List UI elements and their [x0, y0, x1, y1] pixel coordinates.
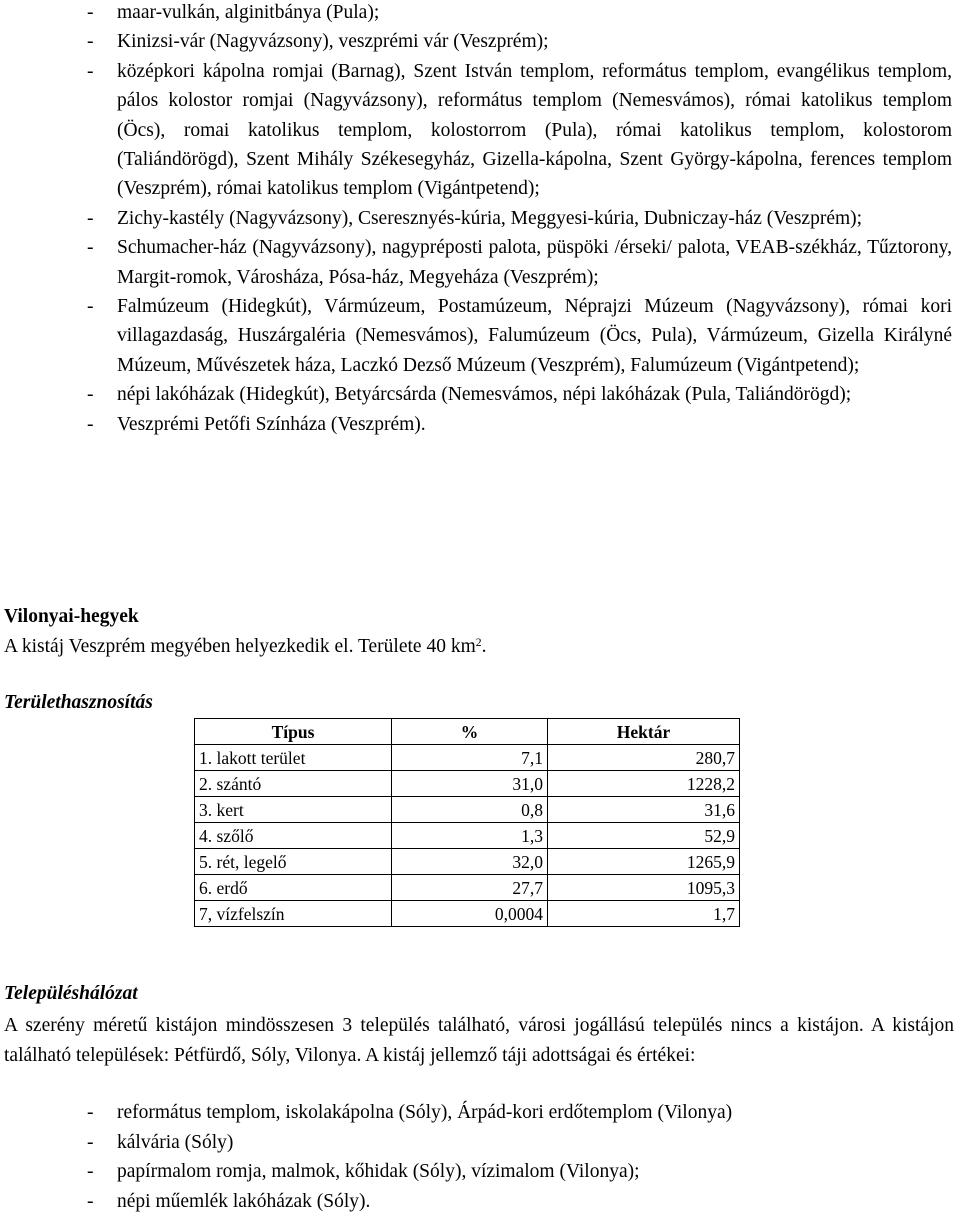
cell-hectare: 52,9 — [548, 823, 740, 849]
features-list — [0, 1098, 960, 1216]
list-item: - kálvária (Sóly) — [0, 1128, 960, 1158]
region-intro-end: . — [482, 636, 487, 657]
area-unit-superscript: 2 — [476, 636, 482, 649]
settlements-paragraph: A szerény méretű kistájon mindösszesen 3 település található, városi jogállású település nincs a kistájon. A kistájon található települések: Pétfürdő, Sóly, Vilonya. A kistáj jellemző táji adottságai és értékei: — [4, 1011, 954, 1070]
cell-percent: 32,0 — [392, 849, 548, 875]
column-header-percent: % — [392, 719, 548, 745]
list-item: - népi műemlék lakóházak (Sóly). — [0, 1187, 960, 1216]
column-header-hectare: Hektár — [548, 719, 740, 745]
cell-type: 2. szántó — [195, 771, 392, 797]
table-row — [195, 849, 740, 875]
list-item: - maar-vulkán, alginitbánya (Pula); — [0, 0, 960, 27]
cell-hectare: 1265,9 — [548, 849, 740, 875]
cell-hectare: 280,7 — [548, 745, 740, 771]
cell-hectare: 1095,3 — [548, 875, 740, 901]
list-item: - középkori kápolna romjai (Barnag), Szent István templom, református templom, evangélikus templom, pálos kolostor romjai (Nagyvázsony), református templom (Nemesvámos), római katolikus templom (Öcs), romai katolikus templom, kolostorrom (Pula), római katolikus templom, kolostorom (Taliándörögd), Szent Mihály Székesegyház, Gizella-kápolna, Szent György-kápolna, ferences templom (Veszprém), római katolikus templom (Vigántpetend); — [0, 57, 960, 204]
table-row — [195, 771, 740, 797]
table-row — [195, 745, 740, 771]
cell-type: 5. rét, legelő — [195, 849, 392, 875]
cell-hectare: 1,7 — [548, 901, 740, 927]
cell-percent: 7,1 — [392, 745, 548, 771]
cell-hectare: 31,6 — [548, 797, 740, 823]
settlements-heading: Településhálózat — [4, 983, 138, 1005]
table-row — [195, 875, 740, 901]
list-item: - Veszprémi Petőfi Színháza (Veszprém). — [0, 410, 960, 439]
list-item: - Schumacher-ház (Nagyvázsony), nagypréposti palota, püspöki /érseki/ palota, VEAB-székház, Tűztorony, Margit-romok, Városháza, Pósa-ház, Megyeháza (Veszprém); — [0, 233, 960, 292]
table-header-row — [195, 719, 740, 745]
region-intro-text: A kistáj Veszprém megyében helyezkedik el. Területe 40 km — [4, 636, 476, 657]
cell-percent: 0,8 — [392, 797, 548, 823]
list-item: - református templom, iskolakápolna (Sóly), Árpád-kori erdőtemplom (Vilonya) — [0, 1098, 960, 1128]
cell-type: 7, vízfelszín — [195, 901, 392, 927]
landmark-list — [0, 0, 960, 439]
cell-percent: 0,0004 — [392, 901, 548, 927]
table-row — [195, 797, 740, 823]
cell-type: 6. erdő — [195, 875, 392, 901]
cell-type: 1. lakott terület — [195, 745, 392, 771]
region-intro — [4, 636, 486, 658]
list-item: - Falmúzeum (Hidegkút), Vármúzeum, Postamúzeum, Néprajzi Múzeum (Nagyvázsony), római kori villagazdaság, Huszárgaléria (Nemesvámos), Falumúzeum (Öcs, Pula), Vármúzeum, Gizella Királyné Múzeum, Művészetek háza, Laczkó Dezső Múzeum (Veszprém), Falumúzeum (Vigántpetend); — [0, 292, 960, 380]
land-use-table — [194, 718, 740, 927]
list-item: - Kinizsi-vár (Nagyvázsony), veszprémi vár (Veszprém); — [0, 27, 960, 56]
cell-type: 4. szőlő — [195, 823, 392, 849]
cell-percent: 1,3 — [392, 823, 548, 849]
region-heading: Vilonyai-hegyek — [4, 606, 139, 628]
cell-percent: 27,7 — [392, 875, 548, 901]
cell-percent: 31,0 — [392, 771, 548, 797]
list-item: - Zichy-kastély (Nagyvázsony), Cseresznyés-kúria, Meggyesi-kúria, Dubniczay-ház (Veszprém); — [0, 204, 960, 233]
land-use-heading: Területhasznosítás — [4, 692, 153, 714]
table-row — [195, 823, 740, 849]
column-header-type: Típus — [195, 719, 392, 745]
table-row — [195, 901, 740, 927]
list-item: - papírmalom romja, malmok, kőhidak (Sóly), vízimalom (Vilonya); — [0, 1157, 960, 1187]
list-item: - népi lakóházak (Hidegkút), Betyárcsárda (Nemesvámos, népi lakóházak (Pula, Taliándörögd); — [0, 380, 960, 409]
cell-type: 3. kert — [195, 797, 392, 823]
cell-hectare: 1228,2 — [548, 771, 740, 797]
